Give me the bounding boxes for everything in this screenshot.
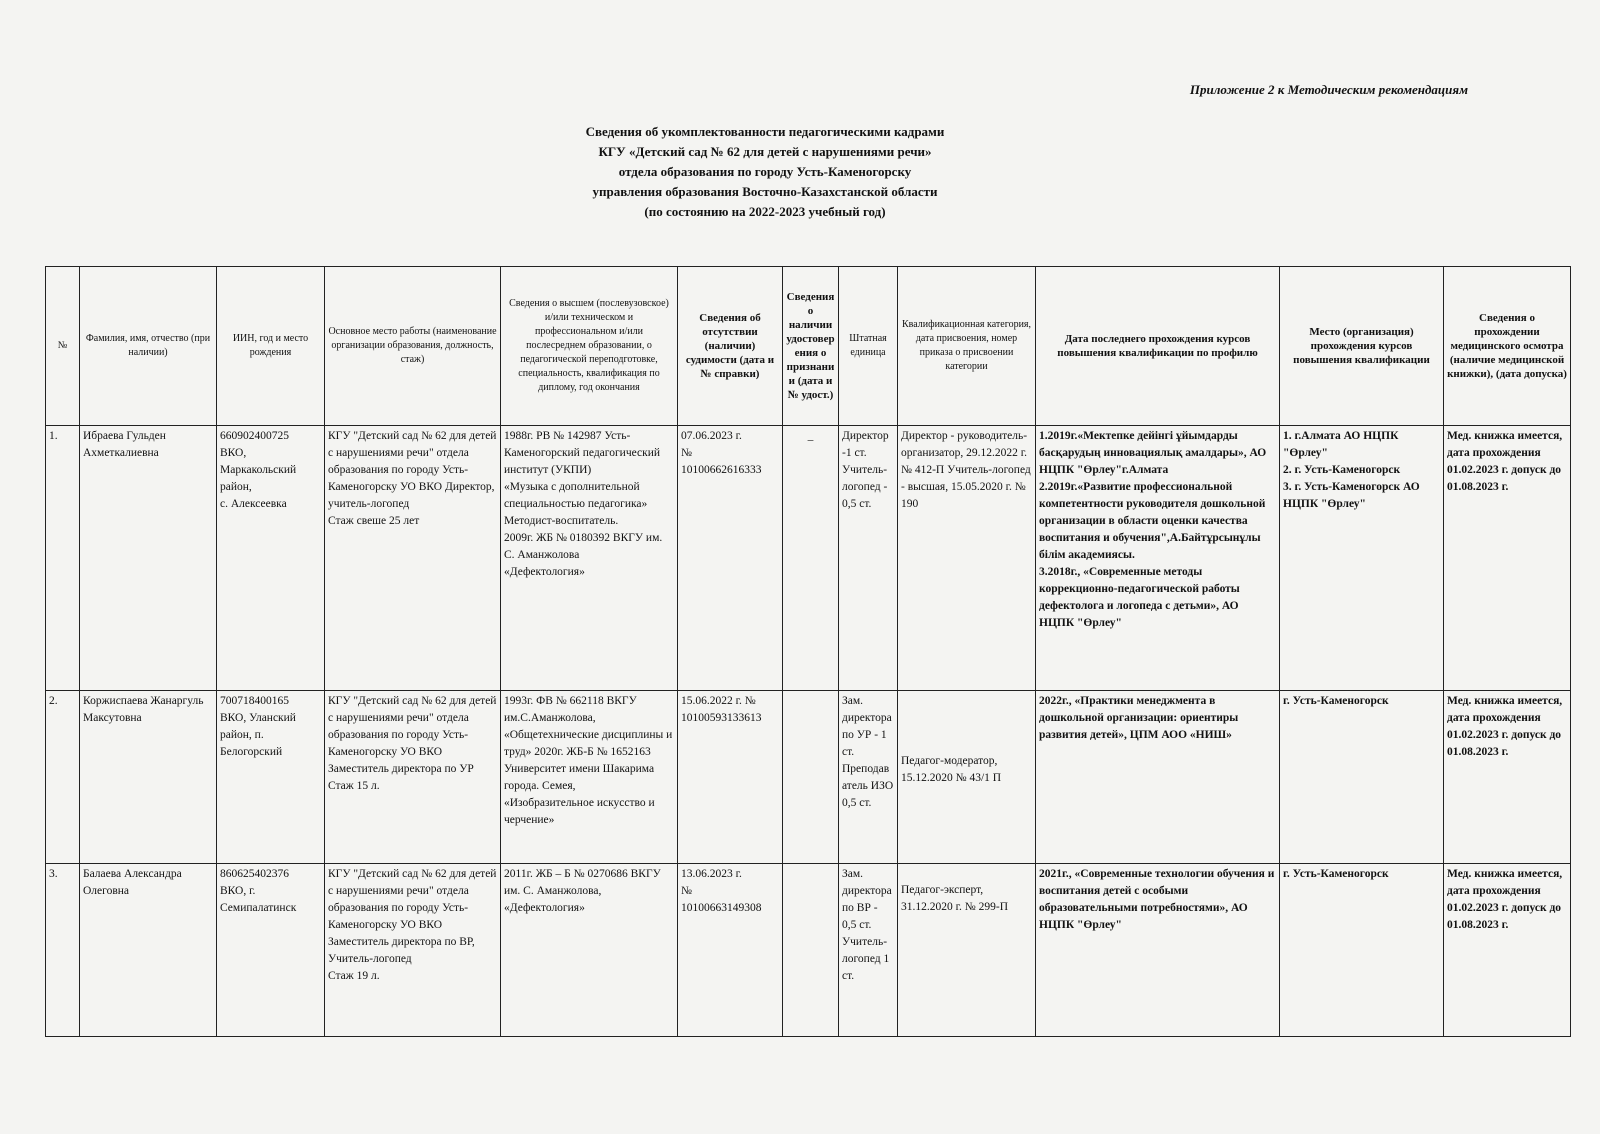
cell-work: [325, 864, 501, 1037]
cell-work: [325, 691, 501, 864]
cell-education-text: 1993г. ФВ № 662118 ВКГУ им.С.Аманжолова, «Общетехнические дисциплины и труд» 2020г. ЖБ-Б № 1652163 Университет имени Шакарима города. Семея, «Изобразительное искусство и черчение»: [504, 695, 673, 826]
cell-education-text: 2011г. ЖБ – Б № 0270686 ВКГУ им. С. Аманжолова, «Дефектология»: [504, 868, 661, 914]
cell-qualification: Директор - руководитель-организатор, 29.12.2022 г. № 412-П Учитель-логопед - высшая, 15.05.2020 г. № 190: [898, 426, 1036, 691]
cell-work: [325, 426, 501, 691]
cell-fio: Балаева Александра Олеговна: [80, 864, 217, 1037]
title-line-2: КГУ «Детский сад № 62 для детей с нарушениями речи»: [598, 144, 932, 159]
header-courses-date: Дата последнего прохождения курсов повышения квалификации по профилю: [1036, 267, 1280, 426]
header-num: №: [46, 267, 80, 426]
table-row: [46, 864, 1571, 1037]
cell-iin-text: 860625402376 ВКО, г. Семипалатинск: [220, 868, 297, 914]
header-qualification: Квалификационная категория, дата присвоения, номер приказа о присвоении категории: [898, 267, 1036, 426]
cell-medical: Мед. книжка имеется, дата прохождения 01.02.2023 г. допуск до 01.08.2023 г.: [1444, 864, 1571, 1037]
cell-courses-place: г. Усть-Каменогорск: [1280, 691, 1444, 864]
cell-criminal-record-text: 13.06.2023 г. № 10100663149308: [681, 868, 762, 914]
cell-courses-place-text: 1. г.Алмата АО НЦПК "Өрлеу" 2. г. Усть-Каменогорск 3. г. Усть-Каменогорск АО НЦПК "Өрлеу": [1283, 430, 1420, 510]
cell-staff-unit-text: Директор -1 ст. Учитель-логопед - 0,5 ст.: [842, 430, 889, 510]
title-line-5: (по состоянию на 2022-2023 учебный год): [644, 204, 886, 219]
header-certificate: Сведения о наличии удостоверения о признании (дата и № удост.): [783, 267, 839, 426]
cell-staff-unit: [839, 426, 898, 691]
cell-num: 2.: [46, 691, 80, 864]
cell-work-text: КГУ "Детский сад № 62 для детей с нарушениями речи" отдела образования по городу Усть-Каменогорску УО ВКО Заместитель директора по УР Стаж 15 л.: [328, 695, 497, 792]
title-line-4: управления образования Восточно-Казахстанской области: [592, 184, 938, 199]
cell-certificate: [783, 426, 839, 691]
document-title: [0, 122, 1530, 222]
cell-num: 1.: [46, 426, 80, 691]
cell-certificate: [783, 691, 839, 864]
cell-work-text: КГУ "Детский сад № 62 для детей с нарушениями речи" отдела образования по городу Усть-Каменогорску УО ВКО Директор, учитель-логопед Стаж свеше 25 лет: [328, 430, 497, 527]
header-courses-place: Место (организация) прохождения курсов повышения квалификации: [1280, 267, 1444, 426]
cell-education: [501, 864, 678, 1037]
header-criminal-record: Сведения об отсутствии (наличии) судимости (дата и № справки): [678, 267, 783, 426]
cell-staff-unit-text: Зам. директора по ВР - 0,5 ст. Учитель-логопед 1 ст.: [842, 868, 892, 982]
header-medical: Сведения о прохождении медицинского осмотра (наличие медицинской книжки), (дата допуска): [1444, 267, 1571, 426]
cell-qualification-text: Педагог-модератор, 15.12.2020 № 43/1 П: [901, 755, 1002, 784]
cell-education-text: 1988г. РВ № 142987 Усть-Каменогорский педагогический институт (УКПИ) «Музыка с дополнительной специальностью педагогика» Методист-воспитатель. 2009г. ЖБ № 0180392 ВКГУ им. С. Аманжолова «Дефектология»: [504, 430, 663, 578]
cell-education: [501, 691, 678, 864]
cell-iin: [217, 691, 325, 864]
cell-work-text: КГУ "Детский сад № 62 для детей с нарушениями речи" отдела образования по городу Усть-Каменогорску УО ВКО Заместитель директора по ВР, Учитель-логопед Стаж 19 л.: [328, 868, 497, 982]
table-row: [46, 691, 1571, 864]
cell-staff-unit: [839, 864, 898, 1037]
cell-courses-date-text: 1.2019г.«Мектепке дейінгі ұйымдарды басқарудың инновациялық амалдары», АО НЦПК "Өрлеу"г.Алмата 2.2019г.«Развитие профессиональной компетентности руководителя дошкольной организации в области оценки качества воспитания и обучения",А.Байтұрсынұлы білім академиясы. 3.2018г., «Современные методы коррекционно-педагогической работы дефектолога и логопеда с детьми», АО НЦПК "Өрлеу": [1039, 430, 1267, 629]
title-line-1: Сведения об укомплектованности педагогическими кадрами: [585, 124, 945, 139]
cell-medical: Мед. книжка имеется, дата прохождения 01.02.2023 г. допуск до 01.08.2023 г.: [1444, 691, 1571, 864]
cell-certificate: [783, 864, 839, 1037]
cell-courses-date: [1036, 426, 1280, 691]
title-line-3: отдела образования по городу Усть-Каменогорску: [618, 164, 912, 179]
cell-courses-place: [1280, 426, 1444, 691]
cell-criminal-record-text: 15.06.2022 г. № 10100593133613: [681, 695, 762, 724]
cell-num: 3.: [46, 864, 80, 1037]
cell-fio: Ибраева Гульден Ахметкалиевна: [80, 426, 217, 691]
cell-fio: Коржиспаева Жанаргуль Максутовна: [80, 691, 217, 864]
cell-education: [501, 426, 678, 691]
cell-criminal-record-text: 07.06.2023 г. № 10100662616333: [681, 430, 762, 476]
cell-criminal-record: [678, 864, 783, 1037]
staff-table: [45, 266, 1571, 1037]
appendix-note: Приложение 2 к Методическим рекомендациям: [1189, 82, 1468, 97]
cell-staff-unit-text: Зам. директора по УР - 1 ст. Преподаватель ИЗО 0,5 ст.: [842, 695, 894, 809]
cell-iin-text: 660902400725 ВКО, Маркакольский район, с. Алексеевка: [220, 430, 297, 510]
header-work: Основное место работы (наименование организации образования, должность, стаж): [325, 267, 501, 426]
cell-staff-unit: [839, 691, 898, 864]
cell-iin: [217, 426, 325, 691]
cell-qualification-text: Педагог-эксперт, 31.12.2020 г. № 299-П: [901, 884, 1009, 913]
header-row: [46, 267, 1571, 426]
header-fio: Фамилия, имя, отчество (при наличии): [80, 267, 217, 426]
cell-iin: [217, 864, 325, 1037]
table-row: [46, 426, 1571, 691]
cell-medical: Мед. книжка имеется, дата прохождения 01.02.2023 г. допуск до 01.08.2023 г.: [1444, 426, 1571, 691]
cell-qualification: [898, 864, 1036, 1037]
cell-criminal-record: [678, 691, 783, 864]
cell-courses-date: 2022г., «Практики менеджмента в дошкольной организации: ориентиры развития детей», ЦПМ АОО «НИШ»: [1036, 691, 1280, 864]
cell-courses-place: г. Усть-Каменогорск: [1280, 864, 1444, 1037]
header-education: Сведения о высшем (послевузовское) и/или техническом и профессиональном и/или послесреднем образовании, о педагогической переподготовке, специальность, квалификация по диплому, год окончания: [501, 267, 678, 426]
cell-qualification: [898, 691, 1036, 864]
cell-certificate-text: –: [807, 434, 814, 446]
cell-criminal-record: [678, 426, 783, 691]
header-staff-unit: Штатная единица: [839, 267, 898, 426]
cell-iin-text: 700718400165 ВКО, Уланский район, п. Белогорский: [220, 695, 296, 758]
cell-courses-date: 2021г., «Современные технологии обучения и воспитания детей с особыми образовательными потребностями», АО НЦПК "Өрлеу": [1036, 864, 1280, 1037]
header-iin: ИИН, год и место рождения: [217, 267, 325, 426]
